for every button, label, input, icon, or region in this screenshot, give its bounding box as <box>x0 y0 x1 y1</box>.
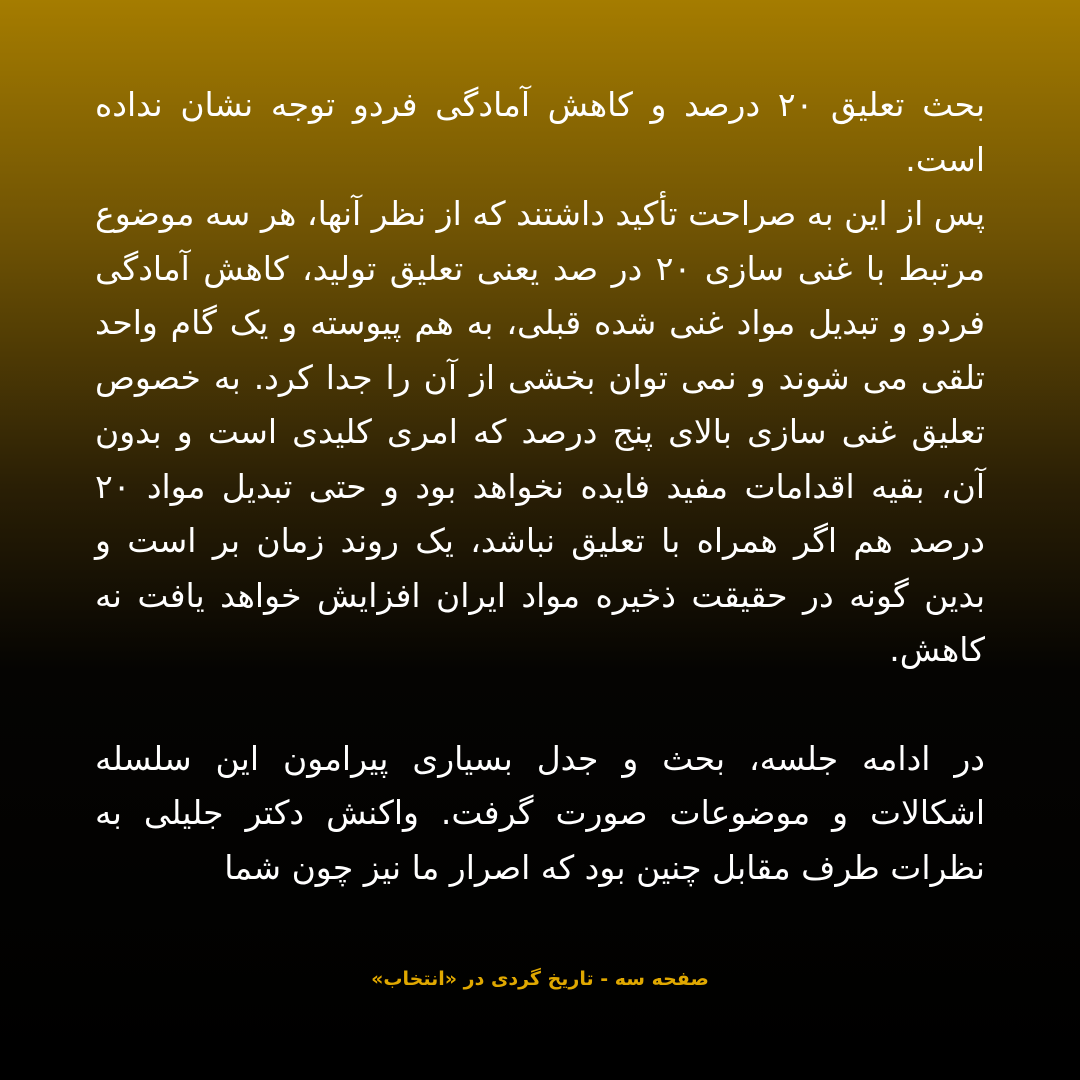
paragraph-1: بحث تعلیق ۲۰ درصد و کاهش آمادگی فردو توجه نشان نداده است. <box>95 85 985 179</box>
page-footer: صفحه سه - تاریخ گردی در «انتخاب» <box>371 968 709 990</box>
paragraph-2: پس از این به صراحت تأکید داشتند که از نظر آنها، هر سه موضوع مرتبط با غنی سازی ۲۰ در صد یعنی تعلیق تولید، کاهش آمادگی فردو و تبدیل مواد غنی شده قبلی، به هم پیوسته و یک گام واحد تلقی می شوند و نمی توان بخشی از آن را جدا کرد. به خصوص تعلیق غنی سازی بالای پنج درصد که امری کلیدی است و بدون آن، بقیه اقدامات مفید فایده نخواهد بود و حتی تبدیل مواد ۲۰ درصد هم اگر همراه با تعلیق نباشد، یک روند زمان بر است و بدین گونه در حقیقت ذخیره مواد ایران افزایش خواهد یافت نه کاهش. <box>95 194 985 669</box>
article-body <box>95 78 985 895</box>
paragraph-3: در ادامه جلسه، بحث و جدل بسیاری پیرامون این سلسله اشکالات و موضوعات صورت گرفت. واکنش دکتر جلیلی به نظرات طرف مقابل چنین بود که اصرار ما نیز چون شما <box>95 738 985 887</box>
